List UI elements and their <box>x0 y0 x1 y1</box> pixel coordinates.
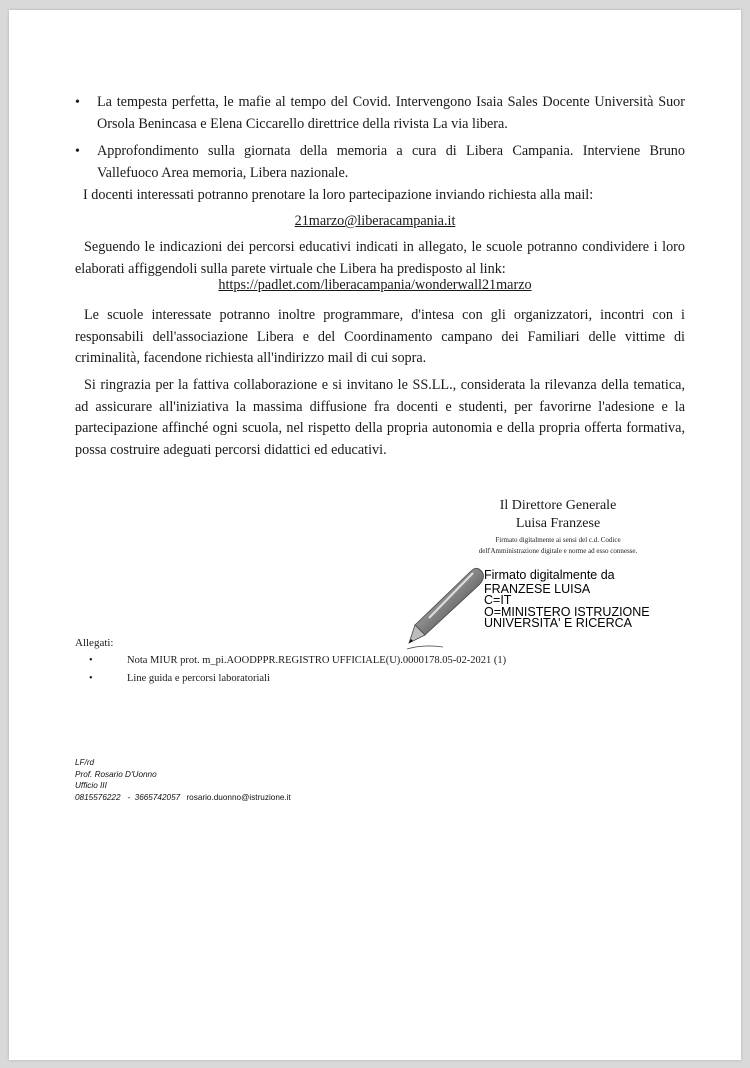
bullet-text: Approfondimento sulla giornata della memoria a cura di Libera Campania. Interviene Bruno Vallefuoco Area memoria, Libera nazionale. <box>97 143 685 181</box>
bullet-marker: • <box>89 655 93 666</box>
footer-office: Ufficio III <box>75 781 107 790</box>
document-page <box>9 10 741 1060</box>
signature-note-1: Firmato digitalmente ai sensi del c.d. Codice <box>495 536 621 544</box>
stamp-line-5: UNIVERSITA' E RICERCA <box>484 616 633 630</box>
footer-initials: LF/rd <box>75 758 95 767</box>
stamp-line-3: C=IT <box>484 593 512 607</box>
signer-name: Luisa Franzese <box>515 516 601 531</box>
signature-note-2: dell'Amministrazione digitale e norme ad esso connesse. <box>478 547 638 555</box>
pen-signature-icon <box>399 563 489 653</box>
attachment-text: Line guida e percorsi laboratoriali <box>127 673 270 684</box>
email-link[interactable]: 21marzo@liberacampania.it <box>294 213 456 229</box>
footer-email[interactable]: rosario.duonno@istruzione.it <box>186 792 291 802</box>
padlet-link[interactable]: https://padlet.com/liberacampania/wonderwall21marzo <box>218 277 532 293</box>
digital-signature-stamp <box>484 570 650 630</box>
bullet-marker: • <box>75 144 80 159</box>
bullet-item-1 <box>75 92 685 136</box>
stamp-line-4: O=MINISTERO ISTRUZIONE <box>484 604 650 619</box>
footer-contacts <box>75 792 291 804</box>
document-footer <box>75 757 291 803</box>
footer-contact-name: Prof. Rosario D'Uonno <box>75 769 157 779</box>
signer-role: Il Direttore Generale <box>499 498 617 513</box>
meetings-paragraph: Le scuole interessate potranno inoltre programmare, d'intesa con gli organizzatori, incontri con i responsabili dell'associazione Libera e del Coordinamento campano dei Familiari delle vittime di criminalità, facendone richiesta all'indirizzo mail di cui sopra. <box>75 307 685 366</box>
bullet-text: La tempesta perfetta, le mafie al tempo del Covid. Intervengono Isaia Sales Docente Università Suor Orsola Benincasa e Elena Ciccarello direttrice della rivista La via libera. <box>97 94 685 132</box>
thanks-paragraph: Si ringrazia per la fattiva collaborazione e si invitano le SS.LL., considerata la rilevanza della tematica, ad assicurare all'iniziativa la massima diffusione fra docenti e studenti, per favorirne l'adesione e la partecipazione affinché ogni scuola, nel rispetto della propria autonomia e della propria offerta formativa, possa costruire adeguati percorsi didattici ed educativi. <box>75 377 685 458</box>
stamp-line-1: Firmato digitalmente da <box>484 568 615 582</box>
bullet-item-2 <box>75 141 685 185</box>
attachments-label: Allegati: <box>75 637 114 649</box>
bullet-marker: • <box>89 673 93 684</box>
footer-phones: 0815576222 - 3665742057 <box>75 792 181 802</box>
stamp-line-2: FRANZESE LUISA <box>484 581 591 596</box>
signature-block <box>429 497 687 557</box>
bullet-marker: • <box>75 95 80 110</box>
padlet-paragraph: Seguendo le indicazioni dei percorsi educativi indicati in allegato, le scuole potranno condividere i loro elaborati affiggendoli sulla parete virtuale che Libera ha predisposto al link: <box>75 239 685 277</box>
attachment-text: Nota MIUR prot. m_pi.AOODPPR.REGISTRO UFFICIALE(U).0000178.05-02-2021 (1) <box>127 655 507 666</box>
booking-paragraph: I docenti interessati potranno prenotare la loro partecipazione inviando richiesta alla mail: <box>83 187 594 203</box>
